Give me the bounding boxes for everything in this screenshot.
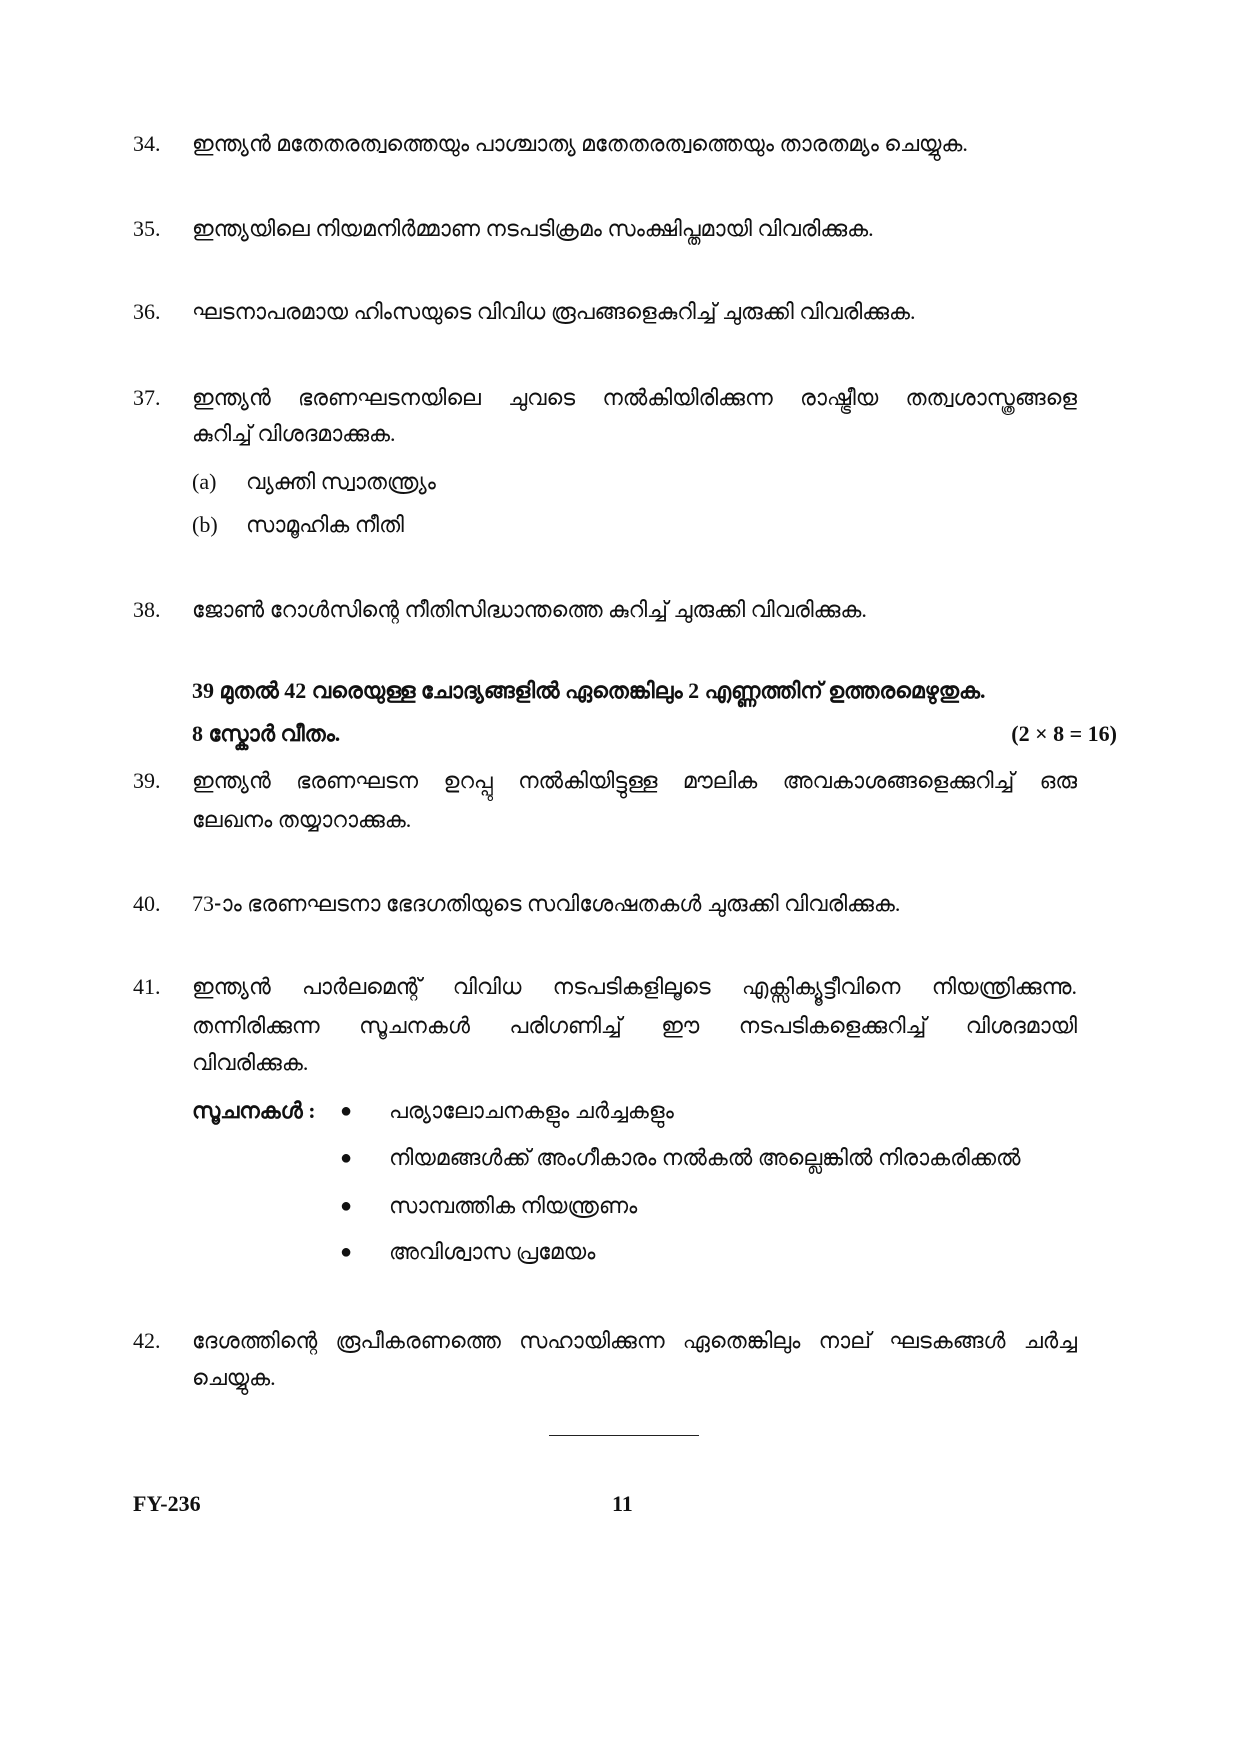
hint-item: നിയമങ്ങൾക്ക് അംഗീകാരം നൽകൽ അല്ലെങ്കിൽ നിരാകരിക്കൽ	[389, 1145, 1021, 1170]
instruction-line1: 39 മുതൽ 42 വരെയുള്ള ചോദ്യങ്ങളിൽ ഏതെങ്കിലും 2 എണ്ണത്തിന് ഉത്തരമെഴുതുക.	[192, 678, 986, 703]
question-text-line1: ദേശത്തിന്റെ രൂപീകരണത്തെ സഹായിക്കുന്ന ഏതെങ്കിലും നാല് ഘടകങ്ങൾ ചർച്ച	[192, 1328, 1077, 1353]
hint-item: അവിശ്വാസ പ്രമേയം	[389, 1239, 596, 1264]
bullet-icon: ●	[340, 1147, 353, 1169]
option-label-a: (a)	[192, 469, 217, 494]
question-text: ഘടനാപരമായ ഹിംസയുടെ വിവിധ രൂപങ്ങളെകുറിച്ച് ചുരുക്കി വിവരിക്കുക.	[192, 299, 916, 324]
question-number: 37.	[133, 385, 161, 410]
bullet-icon: ●	[340, 1241, 353, 1263]
option-label-b: (b)	[192, 512, 218, 537]
hint-item: സാമ്പത്തിക നിയന്ത്രണം	[389, 1193, 638, 1218]
question-number: 41.	[133, 974, 161, 999]
question-number: 38.	[133, 597, 161, 622]
question-number: 40.	[133, 891, 161, 916]
question-text-line3: വിവരിക്കുക.	[192, 1050, 309, 1075]
page-number: 11	[612, 1491, 633, 1516]
marks-allocation: (2 × 8 = 16)	[1011, 721, 1117, 746]
question-text-line1: ഇന്ത്യൻ ഭരണഘടനയിലെ ചുവടെ നൽകിയിരിക്കുന്ന രാഷ്ട്രീയ തത്വശാസ്ത്രങ്ങളെ	[192, 385, 1077, 410]
question-text-line2: തന്നിരിക്കുന്ന സൂചനകൾ പരിഗണിച്ച് ഈ നടപടികളെക്കുറിച്ച് വിശദമായി	[192, 1013, 1077, 1038]
question-text-line2: കുറിച്ച് വിശദമാക്കുക.	[192, 421, 396, 446]
end-divider	[549, 1435, 699, 1436]
question-number: 36.	[133, 299, 161, 324]
option-text-a: വ്യക്തി സ്വാതന്ത്ര്യം	[246, 469, 436, 494]
option-text-b: സാമൂഹിക നീതി	[246, 512, 404, 537]
question-text: ഇന്ത്യൻ മതേതരത്വത്തെയും പാശ്ചാത്യ മതേതരത്വത്തെയും താരതമ്യം ചെയ്യുക.	[192, 131, 968, 156]
question-text: ഇന്ത്യയിലെ നിയമനിർമ്മാണ നടപടിക്രമം സംക്ഷിപ്തമായി വിവരിക്കുക.	[192, 216, 874, 241]
question-number: 34.	[133, 131, 161, 156]
question-text-line2: ലേഖനം തയ്യാറാക്കുക.	[192, 807, 412, 832]
instruction-line2: 8 സ്കോർ വീതം.	[192, 721, 341, 746]
question-text-line1: ഇന്ത്യൻ പാർലമെന്റ് വിവിധ നടപടികളിലൂടെ എക്സിക്യൂട്ടീവിനെ നിയന്ത്രിക്കുന്നു.	[192, 974, 1077, 999]
question-number: 42.	[133, 1328, 161, 1353]
question-text-line2: ചെയ്യുക.	[192, 1365, 276, 1390]
question-number: 35.	[133, 216, 161, 241]
hints-label: സൂചനകൾ :	[192, 1098, 316, 1123]
question-text: 73-ാം ഭരണഘടനാ ഭേദഗതിയുടെ സവിശേഷതകൾ ചുരുക്കി വിവരിക്കുക.	[192, 891, 901, 916]
paper-code: FY-236	[133, 1491, 201, 1516]
question-text-line1: ഇന്ത്യൻ ഭരണഘടന ഉറപ്പു നൽകിയിട്ടുള്ള മൗലിക അവകാശങ്ങളെക്കുറിച്ച് ഒരു	[192, 768, 1077, 793]
question-text: ജോൺ റോൾസിന്റെ നീതിസിദ്ധാന്തത്തെ കുറിച്ച് ചുരുക്കി വിവരിക്കുക.	[192, 597, 867, 622]
hint-item: പര്യാലോചനകളും ചർച്ചകളും	[389, 1098, 674, 1123]
bullet-icon: ●	[340, 1100, 353, 1122]
question-number: 39.	[133, 768, 161, 793]
bullet-icon: ●	[340, 1195, 353, 1217]
